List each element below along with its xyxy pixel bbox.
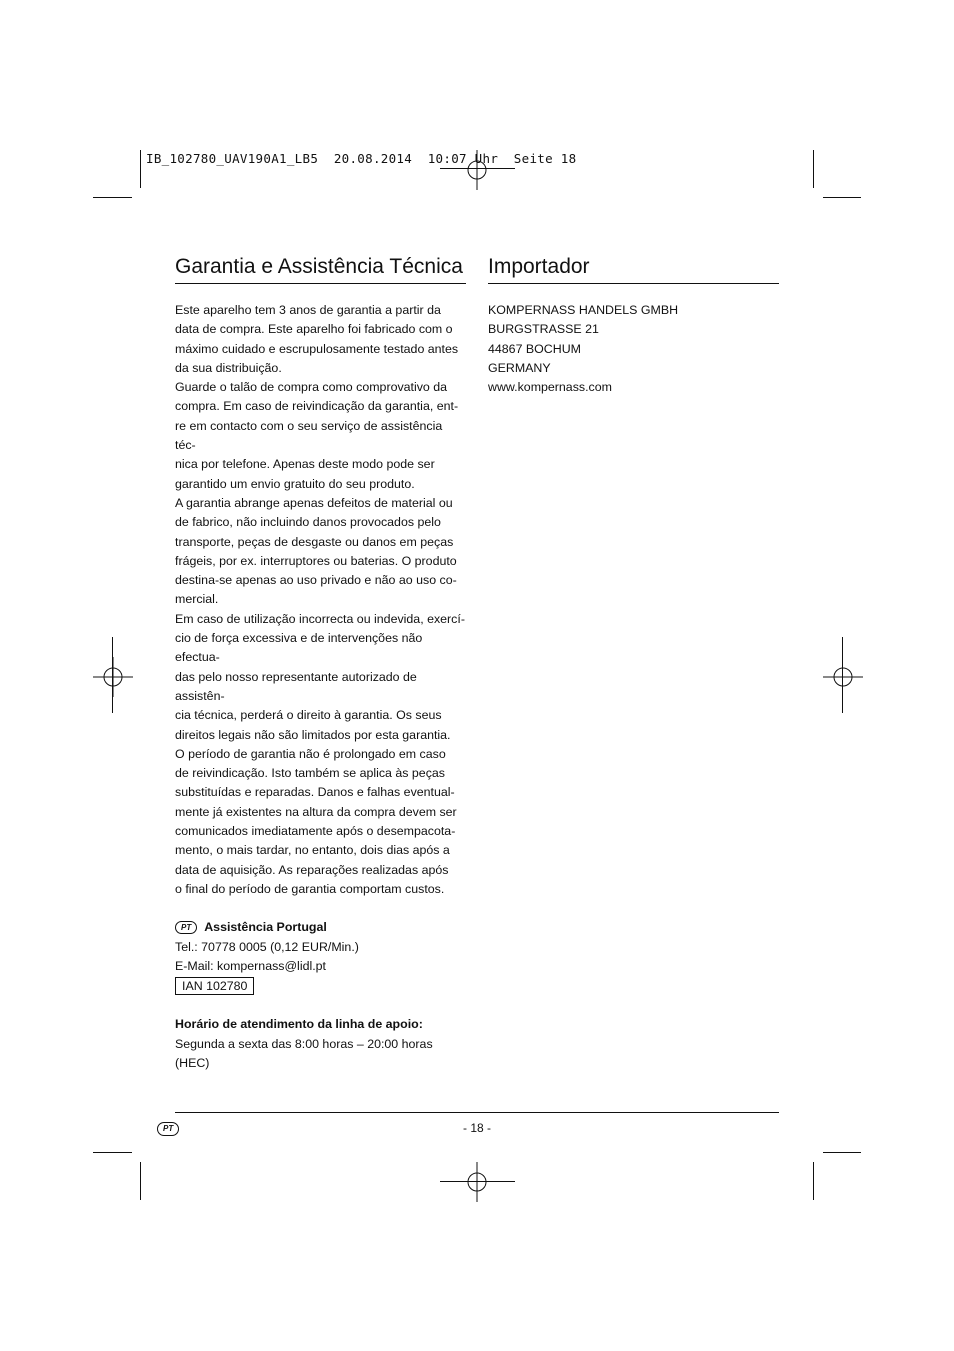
crop-mark <box>842 637 843 713</box>
warranty-text-line: destina-se apenas ao uso privado e não ao uso co- <box>175 573 457 588</box>
warranty-text-line: re em contacto com o seu serviço de assistência téc- <box>175 418 443 453</box>
page-number: - 18 - <box>462 1121 491 1135</box>
warranty-text-line: mento, o mais tardar, no entanto, dois dias após a <box>175 843 450 858</box>
importer-address-line: KOMPERNASS HANDELS GMBH <box>488 303 679 317</box>
service-email: E-Mail: kompernass@lidl.pt <box>175 958 326 973</box>
warranty-text-line: comunicados imediatamente após o desempacota- <box>175 824 456 839</box>
registration-crosshair-icon <box>93 657 133 697</box>
warranty-text-line: garantido um envio gratuito do seu produto. <box>175 476 415 491</box>
warranty-section <box>175 253 466 1073</box>
importer-address <box>488 301 779 397</box>
service-title: Assistência Portugal <box>204 920 327 935</box>
service-phone: Tel.: 70778 0005 (0,12 EUR/Min.) <box>175 939 359 954</box>
warranty-text-line: mente já existentes na altura da compra devem ser <box>175 804 457 819</box>
warranty-text-line: de fabrico, não incluindo danos provocados pelo <box>175 515 441 530</box>
hours-line: (HEC) <box>175 1055 210 1070</box>
warranty-heading: Garantia e Assistência Técnica <box>175 253 466 284</box>
importer-address-line: 44867 BOCHUM <box>488 341 581 356</box>
warranty-text-line: cia técnica, perderá o direito à garantia. Os seus <box>175 708 442 723</box>
warranty-text-line: compra. Em caso de reivindicação da garantia, ent- <box>175 399 459 414</box>
warranty-text-line: da sua distribuição. <box>175 360 282 375</box>
crop-mark <box>440 1181 515 1182</box>
warranty-text-line: transporte, peças de desgaste ou danos em peças <box>175 534 454 549</box>
warranty-text-line: data de aquisição. As reparações realizadas após <box>175 862 449 877</box>
warranty-text-line: Este aparelho tem 3 anos de garantia a partir da <box>175 303 441 317</box>
crop-mark <box>813 150 814 188</box>
warranty-text-line: Em caso de utilização incorrecta ou indevida, exercí- <box>175 611 465 626</box>
warranty-text-line: data de compra. Este aparelho foi fabricado com o <box>175 322 453 337</box>
warranty-text-line: das pelo nosso representante autorizado de assistên- <box>175 669 417 703</box>
warranty-text-line: A garantia abrange apenas defeitos de material ou <box>175 495 453 510</box>
importer-address-line: GERMANY <box>488 360 551 375</box>
service-title-row <box>175 918 466 937</box>
warranty-text-line: mercial. <box>175 592 219 607</box>
warranty-text-line: frágeis, por ex. interruptores ou baterias. O produto <box>175 553 457 568</box>
crop-mark <box>823 1152 861 1153</box>
warranty-text-line: Guarde o talão de compra como comprovativo da <box>175 380 448 395</box>
service-block <box>175 918 466 996</box>
crop-mark <box>93 1152 132 1153</box>
print-slug: IB_102780_UAV190A1_LB5 20.08.2014 10:07 Uhr Seite 18 <box>146 151 577 166</box>
footer-country-badge: PT <box>157 1122 179 1136</box>
crop-mark <box>823 197 861 198</box>
footer-rule <box>175 1112 779 1113</box>
importer-section <box>488 253 779 397</box>
crop-mark <box>93 197 132 198</box>
warranty-text <box>175 301 466 899</box>
crop-mark <box>813 1162 814 1200</box>
warranty-text-line: máximo cuidado e escrupulosamente testado antes <box>175 341 459 356</box>
importer-website[interactable]: www.kompernass.com <box>488 380 612 395</box>
warranty-text-line: O período de garantia não é prolongado em caso <box>175 746 446 761</box>
crop-mark <box>140 1162 141 1200</box>
registration-crosshair-icon <box>457 1162 497 1202</box>
warranty-text-line: direitos legais não são limitados por esta garantia. <box>175 727 451 742</box>
registration-crosshair-icon <box>823 657 863 697</box>
hours-block <box>175 1015 466 1073</box>
warranty-text-line: de reivindicação. Isto também se aplica às peças <box>175 766 445 781</box>
crop-mark <box>140 150 141 188</box>
country-badge: PT <box>175 921 197 934</box>
hours-line: Segunda a sexta das 8:00 horas – 20:00 horas <box>175 1036 433 1051</box>
warranty-text-line: nica por telefone. Apenas deste modo pode ser <box>175 457 435 472</box>
importer-address-line: BURGSTRASSE 21 <box>488 322 599 337</box>
warranty-text-line: o final do período de garantia comportam custos. <box>175 881 445 896</box>
crop-mark <box>112 637 113 713</box>
hours-heading: Horário de atendimento da linha de apoio: <box>175 1017 423 1032</box>
importer-heading: Importador <box>488 253 779 284</box>
warranty-text-line: cio de força excessiva e de intervenções não efectua- <box>175 631 423 665</box>
ian-box: IAN 102780 <box>175 977 254 995</box>
warranty-text-line: substituídas e reparadas. Danos e falhas eventual- <box>175 785 455 800</box>
